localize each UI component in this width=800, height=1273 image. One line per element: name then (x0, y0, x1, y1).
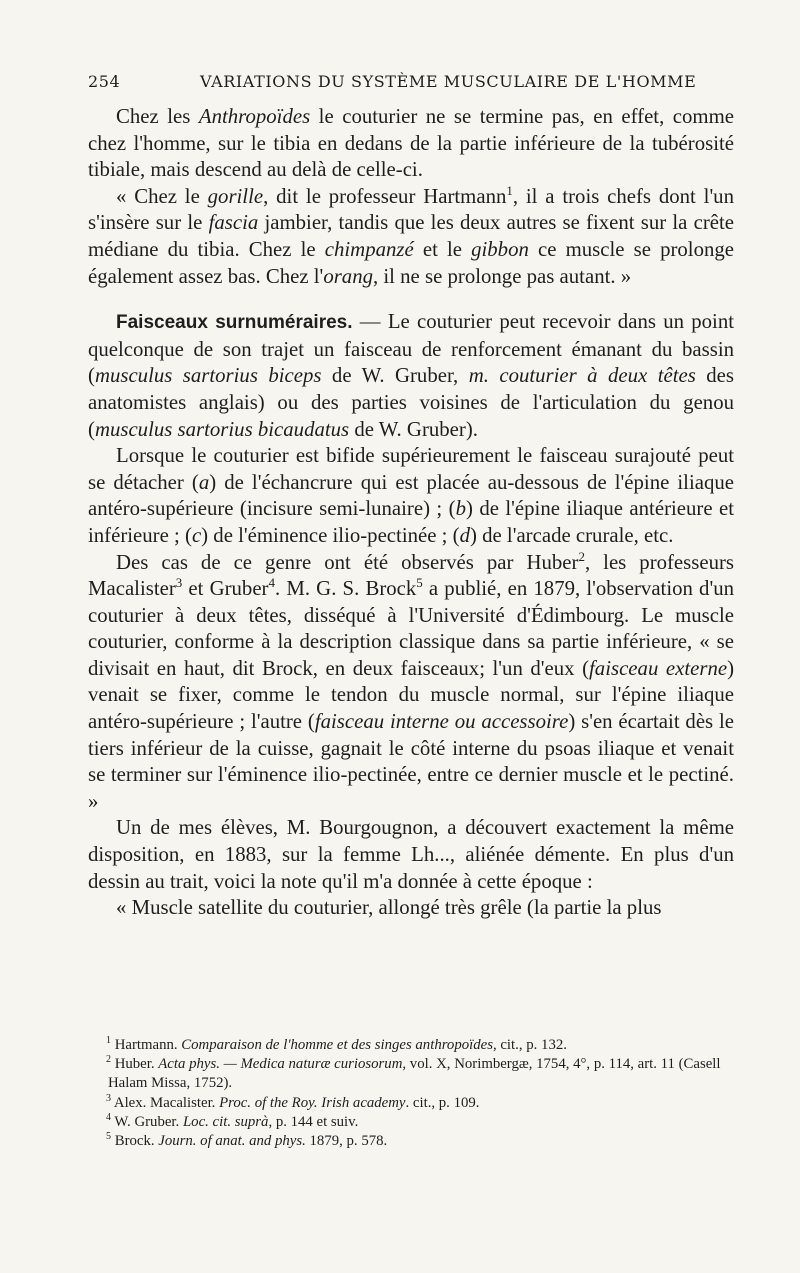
text: le couturier ne se termine pas, en effet, comme chez l'homme, sur le tibia en dedans de la partie inférieure de la tubérosité tibiale, mais descend au delà de celle-ci. (88, 105, 735, 182)
text: , dit le professeur Hartmann (263, 184, 507, 208)
italic-title: Proc. of the Roy. Irish academy (219, 1094, 406, 1111)
italic-title: Comparaison de l'homme et des singes anthropoïdes (181, 1037, 493, 1053)
text: ) de l'épine iliaque antérieure et inférieure ; ( (88, 497, 734, 547)
footnote-ref: 1 (506, 182, 513, 198)
footnote-ref: 5 (416, 575, 423, 591)
text: Alex. Macalister. (111, 1094, 220, 1111)
paragraph-brock (88, 550, 734, 816)
text: jambier, tandis que les deux autres se fixent sur la crête médiane du tibia. Chez le (88, 211, 734, 261)
text: a publié, en 1879, l'observation d'un couturier à deux têtes, disséqué à l'Université d'Édimbourg. Le muscle couturier, conforme à la description classique dans sa partie inférieure, « se divisait en haut, dit Brock, en deux faisceaux; l'un d'eux ( (88, 577, 734, 680)
italic-term: musculus sartorius bicaudatus (94, 417, 350, 441)
footnote-number: 1 (106, 1035, 111, 1047)
italic-term: orang (323, 264, 373, 288)
text: Lorsque le couturier est bifide supérieurement le faisceau surajouté peut se détacher ( (88, 444, 734, 494)
text: ) de l'échancrure qui est placée au-dessous de l'épine iliaque antéro-supérieure (incisure semi-lunaire) ; ( (88, 470, 734, 521)
text: , il ne se prolonge pas autant. » (373, 264, 632, 288)
italic-term: m. couturier à deux têtes (468, 364, 696, 388)
footnote-ref: 4 (268, 575, 275, 591)
italic-term: gibbon (471, 237, 529, 261)
footnote-number: 4 (106, 1111, 111, 1123)
text: ) s'en écartait dès le tiers inférieur de la cuisse, gagnait le côté interne du psoas iliaque et venait se terminer sur l'éminence ilio-pectinée, entre ce dernier muscle et le pectiné. » (88, 710, 734, 813)
text: « Muscle satellite du couturier, allongé très grêle (la partie la plus (116, 896, 662, 920)
italic-term: musculus sartorius biceps (94, 364, 322, 388)
text: de W. Gruber). (349, 417, 478, 441)
italic-title: Journ. of anat. and phys. (158, 1133, 306, 1150)
italic-term: faisceau externe (589, 656, 728, 680)
text: . M. G. S. Brock (274, 577, 417, 601)
text: Hartmann. (111, 1037, 182, 1053)
paragraph-faisceaux (88, 309, 734, 443)
footnote-number: 5 (106, 1131, 111, 1143)
footnote (88, 1132, 734, 1151)
text: des anatomistes anglais) ou des parties voisines de l'articulation du genou ( (88, 364, 735, 441)
footnote (88, 1094, 734, 1113)
footnote (88, 1113, 734, 1132)
text: Brock. (111, 1133, 159, 1150)
text: , les professeurs Macalister (88, 550, 735, 601)
running-title: VARIATIONS DU SYSTÈME MUSCULAIRE DE L'HOMME (200, 72, 697, 91)
footnotes (88, 1036, 734, 1151)
paragraph-hartmann-quote (88, 184, 734, 290)
text: Chez les (116, 105, 199, 128)
text: W. Gruber. (111, 1113, 183, 1130)
italic-term: faisceau interne ou accessoire (314, 710, 569, 734)
text: , p. 144 et suiv. (268, 1113, 359, 1130)
text: et Gruber (182, 577, 269, 601)
footnote (88, 1055, 734, 1093)
italic-letter: b (455, 497, 466, 521)
section-heading: Faisceaux surnuméraires. (116, 312, 353, 334)
italic-letter: a (198, 470, 210, 494)
text: ) de l'arcade crurale, etc. (469, 523, 674, 547)
text: « Chez le (116, 184, 208, 208)
footnote-number: 3 (106, 1092, 111, 1104)
paragraph-anthropoides (88, 104, 734, 184)
text: — Le couturier peut recevoir dans un point quelconque de son trajet un faisceau de renforcement émanant du bassin ( (88, 310, 734, 388)
text: ) de l'éminence ilio-pectinée ; ( (201, 523, 460, 547)
text: . cit., p. 109. (405, 1094, 480, 1111)
footnote-ref: 2 (578, 548, 585, 564)
italic-title: Loc. cit. suprà (182, 1113, 269, 1130)
text: ce muscle se prolonge également assez bas. Chez l' (88, 237, 734, 288)
text: 1879, p. 578. (305, 1133, 388, 1150)
italic-term: gorille (207, 184, 264, 208)
footnote-ref: 3 (175, 575, 183, 591)
italic-letter: d (459, 523, 470, 547)
text: Des cas de ce genre ont été observés par Huber (116, 550, 579, 574)
text: , vol. X, Norimbergæ, 1754, 4°, p. 114, art. 11 (Casell Halam Missa, 1752). (108, 1056, 721, 1092)
text: de W. Gruber, (321, 364, 469, 388)
text: Huber. (111, 1056, 159, 1073)
footnote-number: 2 (106, 1054, 111, 1066)
body-text (88, 104, 734, 922)
italic-term: fascia (208, 211, 259, 235)
footnote (88, 1036, 734, 1055)
paragraph-bifide (88, 443, 734, 549)
italic-title: Acta phys. — Medica naturæ curiosorum (158, 1056, 403, 1073)
text: , cit., p. 132. (492, 1037, 567, 1053)
text: et le (413, 237, 472, 261)
italic-term: Anthropoïdes (198, 105, 311, 128)
paragraph-bourgougnon (88, 815, 734, 895)
page-number: 254 (88, 72, 121, 91)
text: ) venait se fixer, comme le tendon du muscle normal, sur l'épine iliaque antéro-supérieure ; l'autre ( (88, 656, 735, 734)
paragraph-satellite (88, 895, 734, 922)
text: , il a trois chefs dont l'un s'insère sur le (88, 184, 734, 235)
text: Un de mes élèves, M. Bourgougnon, a découvert exactement la même disposition, en 1883, sur la femme Lh..., aliénée démente. En plus d'un dessin au trait, voici la note qu'il m'a donnée à cette époque : (88, 816, 734, 893)
italic-term: chimpanzé (324, 237, 414, 261)
italic-letter: c (191, 523, 202, 547)
